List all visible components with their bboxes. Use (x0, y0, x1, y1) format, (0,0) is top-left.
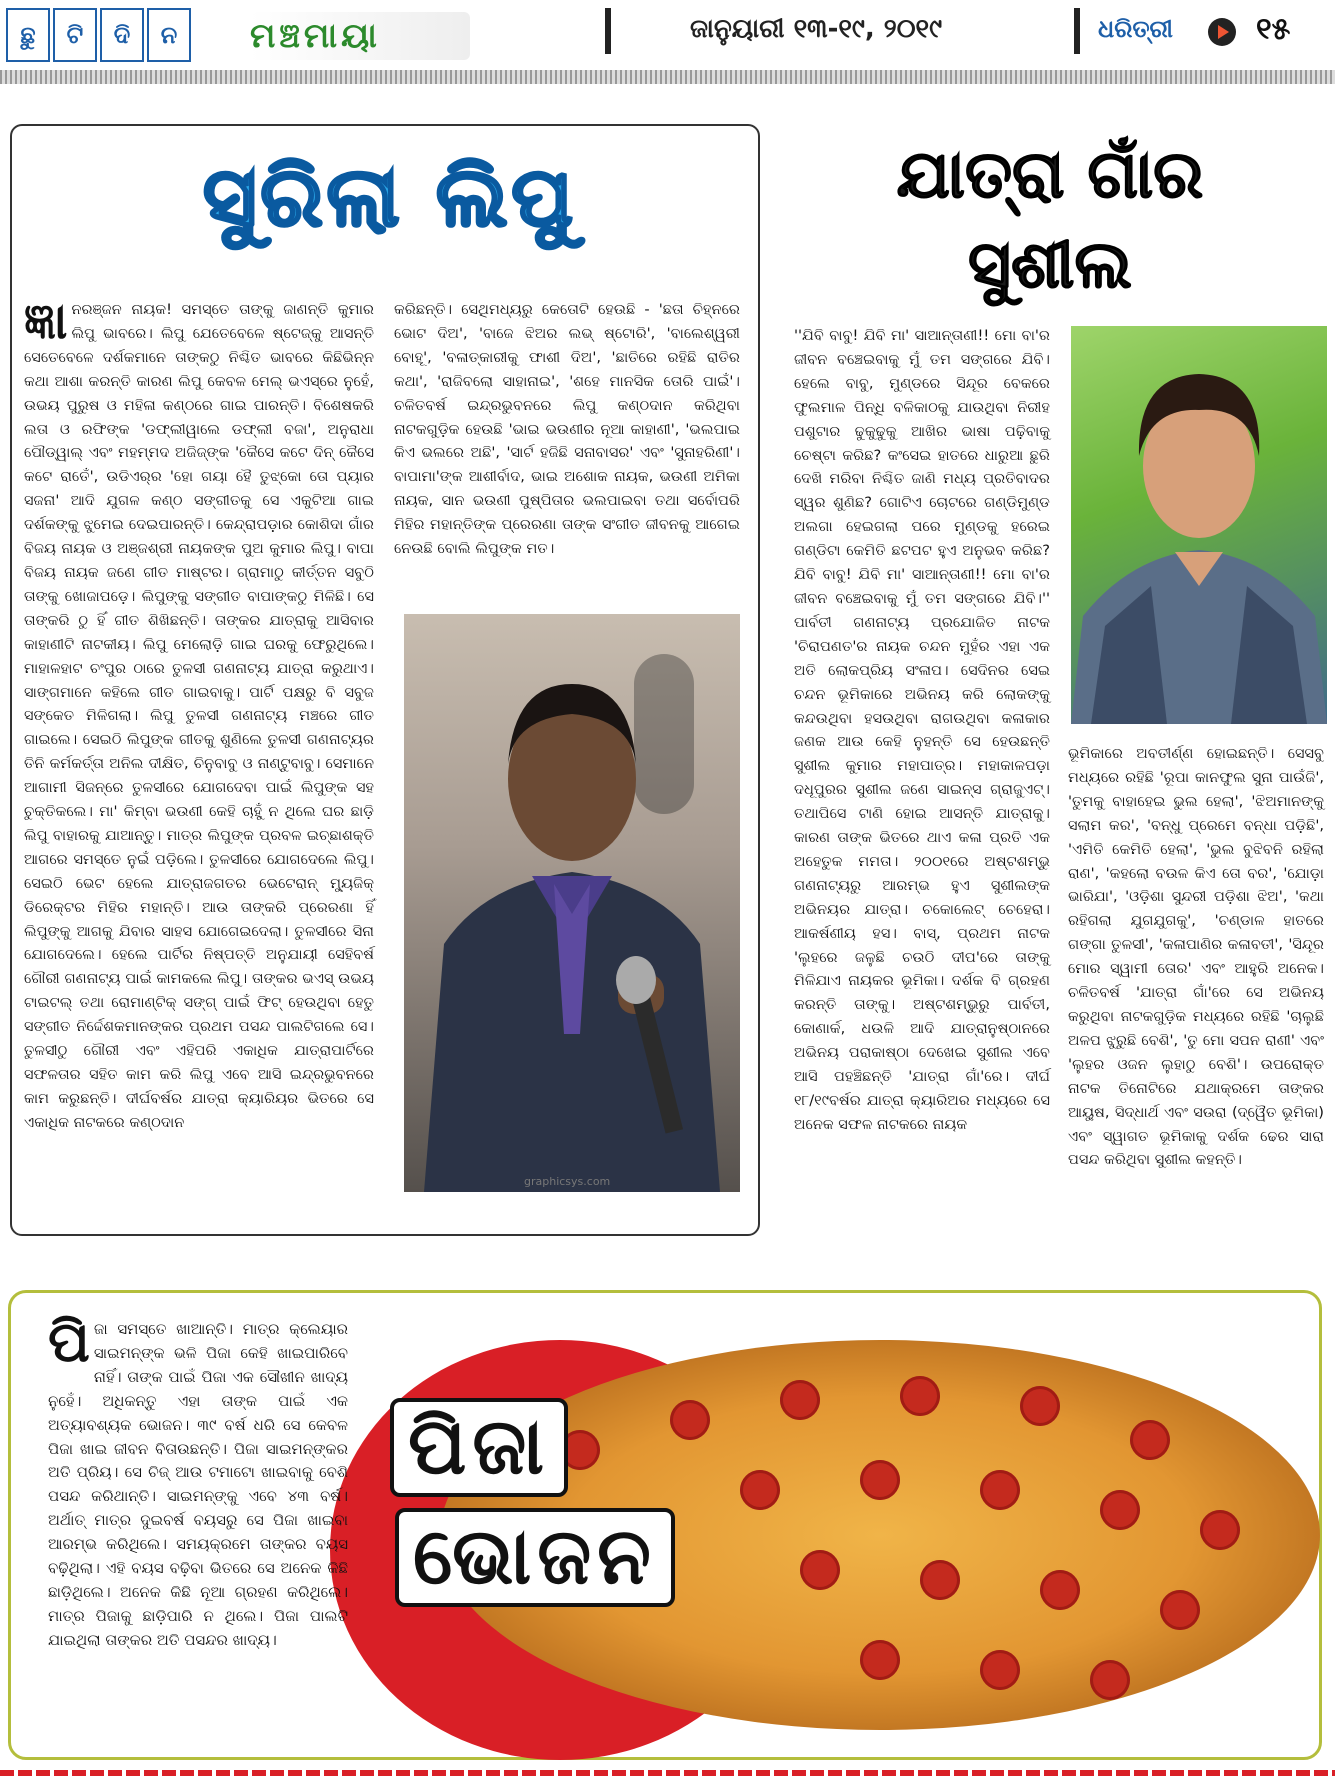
title-line: ଯାତ୍ରା ଗାଁର (896, 136, 1204, 213)
pepperoni (1100, 1490, 1140, 1530)
page-number: ୧୫ (1256, 12, 1291, 47)
pepperoni (980, 1470, 1020, 1510)
pepperoni (1160, 1590, 1200, 1630)
pepperoni (670, 1400, 710, 1440)
pepperoni (1040, 1570, 1080, 1610)
pepperoni (920, 1560, 960, 1600)
drop-cap: ଜ୍ଞା (24, 292, 68, 350)
issue-date: ଜାନୁୟାରୀ ୧୩-୧୯, ୨୦୧୯ (690, 14, 943, 44)
article-column: କରିଛନ୍ତି। ସେଥିମଧ୍ୟରୁ କେତୋଟି ହେଉଛି - 'ଛତା ଚିହ୍ନରେ ଭୋଟ ଦିଅ', 'ବାଜେ ଝିଅର ଲଭ୍ ଷ୍ଟୋରି', 'ବାଲେଶ୍ୱରୀ ବୋହୂ', 'ବଳାତ୍କାରୀକୁ ଫାଶୀ ଦିଅ', 'ଛାତିରେ ରହିଛି ରାତିର କଥା', 'ରାଜିବଲୋ ସାହାନାଇ', 'ଶହେ ମାନସିକ ତୋରି ପାଇଁ'। ଚଳିତବର୍ଷ ଇନ୍ଦ୍ରଭୁବନରେ ଲିପୁ କଣ୍ଠଦାନ କରିଥିବା ନାଟକଗୁଡ଼ିକ ହେଉଛି 'ଭାଇ ଭଉଣୀର ନୂଆ କାହାଣୀ', 'ଭଲପାଇ କିଏ ଭଲରେ ଅଛି', 'ସାର୍ଟ ହଜିଛି ସନାବାସର' ଏବଂ 'ସୁନାହରିଣୀ'। ବାପାମା'ଙ୍କ ଆଶୀର୍ବାଦ, ଭାଇ ଅଶୋକ ନାୟକ, ଭଉଣୀ ଅମିକା ନାୟକ, ସାନ ଭଉଣୀ ପୁଷ୍ପିତାର ଭଲପାଇବା ତଥା ସର୍ବୋପରି ମିହିର ମହାନ୍ତିଙ୍କ ପ୍ରେରଣା ତାଙ୍କ ସଂଗୀତ ଜୀବନକୁ ଆଗେଇ ନେଉଛି ବୋଲି ଲିପୁଙ୍କ ମତ। (394, 301, 740, 558)
drop-cap: ପି (48, 1310, 90, 1375)
article-column (24, 292, 374, 1135)
pepperoni (980, 1650, 1020, 1690)
brand-letter: ନ (147, 8, 191, 62)
article-column: ''ଯିବି ବାବୁ! ଯିବି ମା' ସାଆନ୍ତାଣୀ!! ମୋ ବା'ର ଜୀବନ ବଞ୍ଚେଇବାକୁ ମୁଁ ତମ ସଙ୍ଗରେ ଯିବି। ହେଲେ ବାବୁ, ମୁଣ୍ଡରେ ସିନ୍ଦୂର ବେକରେ ଫୁଲମାଳ ପିନ୍ଧି ବଳିକାଠକୁ ଯାଉଥିବା ନିରୀହ ପଶୁଟାର ଢୁକୁଢୁକୁ ଆଖିର ଭାଷା ପଢ଼ିବାକୁ ଚେଷ୍ଟା କରିଛ? କଂସେଇ ହାତରେ ଧାରୁଆ ଛୁରି ଦେଖି ମରିବା ନିଶ୍ଚିତ ଜାଣି ମଧ୍ୟ ପ୍ରତିବାଦର ସ୍ୱର ଶୁଣିଛ? ଗୋଟିଏ ଚୋଟରେ ଗଣ୍ଡିମୁଣ୍ଡ ଅଲଗା ହେଇଗଲା ପରେ ମୁଣ୍ଡକୁ ହରେଇ ଗଣ୍ଡିଟା କେମିତି ଛଟପଟ ହୁଏ ଅନୁଭବ କରିଛ? ଯିବି ବାବୁ! ଯିବି ମା' ସାଆନ୍ତାଣୀ!! ମୋ ବା'ର ଜୀବନ ବଞ୍ଚେଇବାକୁ ମୁଁ ତମ ସଙ୍ଗରେ ଯିବି।'' ପାର୍ବତୀ ଗଣନାଟ୍ୟ ପ୍ରଯୋଜିତ ନାଟକ 'ଚିରାପଣତ'ର ନାୟକ ଚନ୍ଦନ ମୁହଁର ଏହା ଏକ ଅତି ଲୋକପ୍ରିୟ ସଂଳାପ। ସେଦିନର ସେଇ ଚନ୍ଦନ ଭୂମିକାରେ ଅଭିନୟ କରି ଲୋକଙ୍କୁ କନ୍ଦଉଥିବା ହସଉଥିବା ରାଗଉଥିବା କଳାକାର ଜଣକ ଆଉ କେହି ନୁହନ୍ତି ସେ ହେଉଛନ୍ତି ସୁଶୀଲ କୁମାର ମହାପାତ୍ର। ମହାକାଳପଡ଼ା ଦଧୂପୁରର ସୁଶୀଲ ଜଣେ ସାଇନ୍ସ ଗ୍ରାଜୁଏଟ୍। ତଥାପିସେ ଟାଣି ହୋଇ ଆସନ୍ତି ଯାତ୍ରାକୁ। କାରଣ ତାଙ୍କ ଭିତରେ ଥାଏ କଳା ପ୍ରତି ଏକ ଅହେତୁକ ମମତା। ୨୦୦୧ରେ ଅଷ୍ଟଶମ୍ଭୁ ଗଣନାଟ୍ୟରୁ ଆରମ୍ଭ ହୁଏ ସୁଶୀଲଙ୍କ ଅଭିନୟର ଯାତ୍ରା। ଚକୋଲେଟ୍ ଚେହେରା। ଆକର୍ଷଣୀୟ ହସ। ବାସ୍, ପ୍ରଥମ ନାଟକ 'ଲୁହରେ ଜଳୁଛି ଚଉଠି ଦୀପ'ରେ ତାଙ୍କୁ ମିଳିଯାଏ ନାୟକର ଭୂମିକା। ଦର୍ଶକ ବି ଗ୍ରହଣ କରନ୍ତି ତାଙ୍କୁ। ଅଷ୍ଟଶମ୍ଭୁରୁ ପାର୍ବତୀ, କୋଣାର୍କ, ଧଉଳି ଆଦି ଯାତ୍ରାନୁଷ୍ଠାନରେ ଅଭିନୟ ପରାକାଷ୍ଠା ଦେଖେଇ ସୁଶୀଲ ଏବେ ଆସି ପହଞ୍ଚିଛନ୍ତି 'ଯାତ୍ରା ଗାଁ'ରେ। ଦୀର୍ଘ ୧୮/୧୯ବର୍ଷର ଯାତ୍ରା କ୍ୟାରିଅର ମଧ୍ୟରେ ସେ ଅନେକ ସଫଳ ନାଟକରେ ନାୟକ (794, 327, 1050, 1133)
singer-photo (404, 614, 740, 1192)
section-name (250, 12, 470, 60)
singer-photo-art (404, 614, 740, 1192)
brand-letter: ଦି (100, 8, 144, 62)
section-label: ମଞ୍ଚମାୟା (250, 16, 381, 56)
brand-letter: ଛୁ (6, 8, 50, 62)
pepperoni (1020, 1386, 1060, 1426)
pepperoni (900, 1376, 940, 1416)
pepperoni (1200, 1510, 1240, 1550)
article-text: ଜା ସମସ୍ତେ ଖାଆନ୍ତି। ମାତ୍ର କ୍ଲେୟାର ସାଇମନ୍‌ଙ୍କ ଭଳି ପିଜା କେହି ଖାଇପାରିବେ ନାହିଁ। ତାଙ୍କ ପାଇଁ ପିଜା ଏକ ସୌଖୀନ ଖାଦ୍ୟ ନୁହେଁ। ଅଧିକନ୍ତୁ ଏହା ତାଙ୍କ ପାଇଁ ଏକ ଅତ୍ୟାବଶ୍ୟକ ଭୋଜନ। ୩୯ ବର୍ଷ ଧରି ସେ କେବଳ ପିଜା ଖାଇ ଜୀବନ ବିତାଉଛନ୍ତି। ପିଜା ସାଇମନ୍‌ଙ୍କର ଅତି ପ୍ରିୟ। ସେ ଚିଜ୍ ଆଉ ଟମାଟୋ ଖାଇବାକୁ ବେଶି ପସନ୍ଦ କରିଥାନ୍ତି। ସାଇମନ୍‌ଙ୍କୁ ଏବେ ୪୩ ବର୍ଷ। ଅର୍ଥାତ୍ ମାତ୍ର ଦୁଇବର୍ଷ ବୟସରୁ ସେ ପିଜା ଖାଇବା ଆରମ୍ଭ କରିଥିଲେ। ସମୟକ୍ରମେ ତାଙ୍କର ବୟସ ବଢ଼ିଥିଲା। ଏହି ବୟସ ବଢ଼ିବା ଭିତରେ ସେ ଅନେକ କିଛି ଛାଡ଼ିଥିଲେ। ଅନେକ କିଛି ନୂଆ ଗ୍ରହଣ କରିଥିଲେ। ମାତ୍ର ପିଜାକୁ ଛାଡ଼ିପାରି ନ ଥିଲେ। ପିଜା ପାଲଟି ଯାଇଥିଲା ତାଙ୍କର ଅତି ପସନ୍ଦର ଖାଦ୍ୟ। (48, 1320, 348, 1649)
brand-letter: ଟି (53, 8, 97, 62)
article-column: ଭୂମିକାରେ ଅବତୀର୍ଣ୍ଣ ହୋଇଛନ୍ତି। ସେସବୁ ମଧ୍ୟରେ ରହିଛି 'ରୂପା କାନଫୁଲ ସୁନା ପାଉଁଜି', 'ତୁମକୁ ବାହାହେଇ ଭୁଲ ହେଲା', 'ଝିଅମାନଙ୍କୁ ସଲାମ କର', 'ବନ୍ଧୁ ପ୍ରେମେ ବନ୍ଧା ପଡ଼ିଛି', 'ଏମିତି କେମିତି ହେଲା', 'ଭୁଲ ବୁଝିବନି ରହିଲା ରାଣ', 'କହଲୋ ବଉଳ କିଏ ତୋ ବର', 'ଯୋଡ଼ା ଭାରିଯା', 'ଓଡ଼ିଶା ସୁନ୍ଦରୀ ପଡ଼ିଶା ଝିଅ', 'କଥା ରହିଗଲା ଯୁଗଯୁଗକୁ', 'ଚଣ୍ଡାଳ ହାତରେ ଗଙ୍ଗା ତୁଳସୀ', 'କଳାପାଣିର କଳାବତୀ', 'ସିନ୍ଦୂର ମୋର ସ୍ୱାମୀ ତୋର' ଏବଂ ଆହୁରି ଅନେକ। ଚଳିତବର୍ଷ 'ଯାତ୍ରା ଗାଁ'ରେ ସେ ଅଭିନୟ କରୁଥିବା ନାଟକଗୁଡ଼ିକ ମଧ୍ୟରେ ରହିଛି 'ଚାଲୁଛି ଅଳପ ଝୁରୁଛି ବେଶି', 'ତୁ ମୋ ସପନ ରାଣୀ' ଏବଂ 'ଲୁହର ଓଜନ ଲୁହାଠୁ ବେଶି'। ଉପରୋକ୍ତ ନାଟକ ତିନୋଟିରେ ଯଥାକ୍ରମେ ତାଙ୍କର ଆୟୁଷ, ସିଦ୍ଧାର୍ଥ ଏବଂ ସଉରା (ଦ୍ୱୈତ ଭୂମିକା) ଏବଂ ସ୍ୱାଗତ ଭୂମିକାକୁ ଦର୍ଶକ ଢେର ସାରା ପସନ୍ଦ କରିଥିବା ସୁଶୀଲ କହନ୍ତି। (1068, 745, 1324, 1169)
header-divider (605, 8, 611, 54)
pizza-title-line: ଭୋଜନ (395, 1508, 675, 1607)
actor-photo-art (1071, 326, 1327, 724)
title-line: ସୁଶୀଲ (968, 226, 1132, 303)
pepperoni (800, 1550, 840, 1590)
pepperoni (1090, 1660, 1130, 1700)
article-text: ନରଞ୍ଜନ ନାୟକ! ସମସ୍ତେ ତାଙ୍କୁ ଜାଣନ୍ତି କୁମାର ଲିପୁ ଭାବରେ। ଲିପୁ ଯେତେବେଳେ ଷ୍ଟେଜ୍‌କୁ ଆସନ୍ତି ସେତେବେଳେ ଦର୍ଶକମାନେ ତାଙ୍କଠୁ ନିଶ୍ଚିତ ଭାବରେ କିଛିଭିନ୍ନ କଥା ଆଶା କରନ୍ତି କାରଣ ଲିପୁ କେବଳ ମେଲ୍ ଭଏସ୍‌ରେ ନୁହେଁ, ଉଭୟ ପୁରୁଷ ଓ ମହିଳା କଣ୍ଠରେ ଗାଇ ପାରନ୍ତି। ବିଶେଷକରି ଲତା ଓ ରଫିଙ୍କ 'ଡଫ୍‌ଲୀୱାଲେ ଡଫ୍‌ଲୀ ବଜା', ଅନୁରାଧା ପୌଡ୍‌ୱାଲ୍ ଏବଂ ମହମ୍ମଦ ଅଜିଜ୍‌ଙ୍କ 'କୈସେ କଟେ ଦିନ୍ କୈସେ କଟେ ରାତେଁ', ଉଡିଏର୍‌ର 'ହୋ ଗୟା ହୈ ତୁଝ୍‌କୋ ତୋ ପ୍ୟାର ସଜନା' ଆଦି ଯୁଗଳ କଣ୍ଠ ସଙ୍ଗୀତକୁ ସେ ଏକୁଟିଆ ଗାଇ ଦର୍ଶକଙ୍କୁ ଝୁମେଇ ଦେଇପାରନ୍ତି। କେନ୍ଦ୍ରାପଡ଼ାର କୋଶିଦା ଗାଁର ବିଜୟ ନାୟକ ଓ ଅଞ୍ଜଶ୍ରୀ ନାୟକଙ୍କ ପୁଅ କୁମାର ଲିପୁ। ବାପା ବିଜୟ ନାୟକ ଜଣେ ଗୀତ ମାଷ୍ଟର। ଗ୍ରାମାଠୁ କୀର୍ତ୍ତନ ସବୁଠି ତାଙ୍କୁ ଖୋଜାପଡ଼େ। ଲିପୁଙ୍କୁ ସଙ୍ଗୀତ ବାପାଙ୍କଠୁ ମିଳିଛି। ସେ ତାଙ୍କରି ଠୁ ହିଁ ଗୀତ ଶିଖିଛନ୍ତି। ତାଙ୍କର ଯାତ୍ରାକୁ ଆସିବାର କାହାଣୀଟି ନାଟକୀୟ। ଲିପୁ ମେଲୋଡ଼ି ଗାଇ ଘରକୁ ଫେରୁଥିଲେ। ମାହାଳହାଟ ଚଂପୁର ଠାରେ ତୁଳସୀ ଗଣନାଟ୍ୟ ଯାତ୍ରା କରୁଥାଏ। ସାଙ୍ଗମାନେ କହିଲେ ଗୀତ ଗାଇବାକୁ। ପାର୍ଟି ପକ୍ଷରୁ ବି ସବୁଜ ସଙ୍କେତ ମିଳିଗଲା। ଲିପୁ ତୁଳସୀ ଗଣନାଟ୍ୟ ମଞ୍ଚରେ ଗୀତ ଗାଇଲେ। ସେଇଠି ଲିପୁଙ୍କ ଗୀତକୁ ଶୁଣିଲେ ତୁଳସୀ ଗଣନାଟ୍ୟର ତିନି କର୍ମକର୍ତ୍ତା ଅନିଲ ଦୀକ୍ଷିତ, ଚିନୁବାବୁ ଓ ନାଣ୍ଟୁବାବୁ। ସେମାନେ ଆଗାମୀ ସିଜନ୍‌ରେ ତୁଳସୀରେ ଯୋଗଦେବା ପାଇଁ ଲିପୁଙ୍କ ସହ ଚୁକ୍ତିକଲେ। ମା' କିମ୍ବା ଭଉଣୀ କେହି ଚାହୁଁ ନ ଥିଲେ ଘର ଛାଡ଼ି ଲିପୁ ବାହାରକୁ ଯାଆନ୍ତୁ। ମାତ୍ର ଲିପୁଙ୍କ ପ୍ରବଳ ଇଚ୍ଛାଶକ୍ତି ଆଗରେ ସମସ୍ତେ ନୁଇଁ ପଡ଼ିଲେ। ତୁଳସୀରେ ଯୋଗଦେଲେ ଲିପୁ। ସେଇଠି ଭେଟ ହେଲେ ଯାତ୍ରାଜଗତର ଭେଟେରାନ୍ ମ୍ୟୁଜିକ୍ ଡିରେକ୍ଟର ମିହିର ମହାନ୍ତି। ଆଉ ତାଙ୍କରି ପ୍ରେରଣା ହିଁ ଲିପୁଙ୍କୁ ଆଗକୁ ଯିବାର ସାହସ ଯୋଗେଇଦେଲା। ତୁଳସୀରେ ସିନା ଯୋଗଦେଲେ। ହେଲେ ପାର୍ଟିର ନିଷ୍ପତ୍ତି ଅନୁଯାୟୀ ସେହିବର୍ଷ ଗୌରୀ ଗଣନାଟ୍ୟ ପାଇଁ କାମକଲେ ଲିପୁ। ତାଙ୍କର ଭଏସ୍ ଉଭୟ ଟାଇଟଲ୍ ତଥା ରୋମାଣ୍ଟିକ୍ ସଙ୍ଗ୍ ପାଇଁ ଫିଟ୍ ହେଉଥିବା ହେତୁ ସଙ୍ଗୀତ ନିର୍ଦ୍ଦେଶକମାନଙ୍କର ପ୍ରଥମ ପସନ୍ଦ ପାଲଟିଗଲେ ସେ। ତୁଳସୀଠୁ ଗୌରୀ ଏବଂ ଏହିପରି ଏକାଧିକ ଯାତ୍ରାପାର୍ଟିରେ ସଫଳତାର ସହିତ କାମ କରି ଲିପୁ ଏବେ ଆସି ଇନ୍ଦ୍ରଭୁବନରେ କାମ କରୁଛନ୍ତି। ଦୀର୍ଘବର୍ଷର ଯାତ୍ରା କ୍ୟାରିୟର ଭିତରେ ସେ ଏକାଧିକ ନାଟକରେ କଣ୍ଠଦାନ (24, 301, 374, 1131)
newspaper-logo: ଧରିତ୍ରୀ (1098, 14, 1173, 43)
photo-watermark: graphicsys.com (524, 1175, 611, 1188)
article-title-lipu: ସୁରିଲା ଲିପୁ (203, 150, 577, 245)
pepperoni (860, 1640, 900, 1680)
pepperoni (860, 1460, 900, 1500)
pizza-article-text (48, 1310, 348, 1653)
pepperoni (1130, 1420, 1170, 1460)
footer-band (0, 1770, 1335, 1776)
actor-photo (1071, 326, 1327, 724)
play-icon (1208, 18, 1236, 46)
article-title-sushil (780, 130, 1320, 310)
brand-logo (6, 8, 191, 62)
header-divider (1074, 8, 1080, 54)
pepperoni (780, 1380, 820, 1420)
pepperoni (740, 1470, 780, 1510)
pizza-title-line: ପିଜା (390, 1398, 568, 1497)
header-band (0, 70, 1335, 84)
